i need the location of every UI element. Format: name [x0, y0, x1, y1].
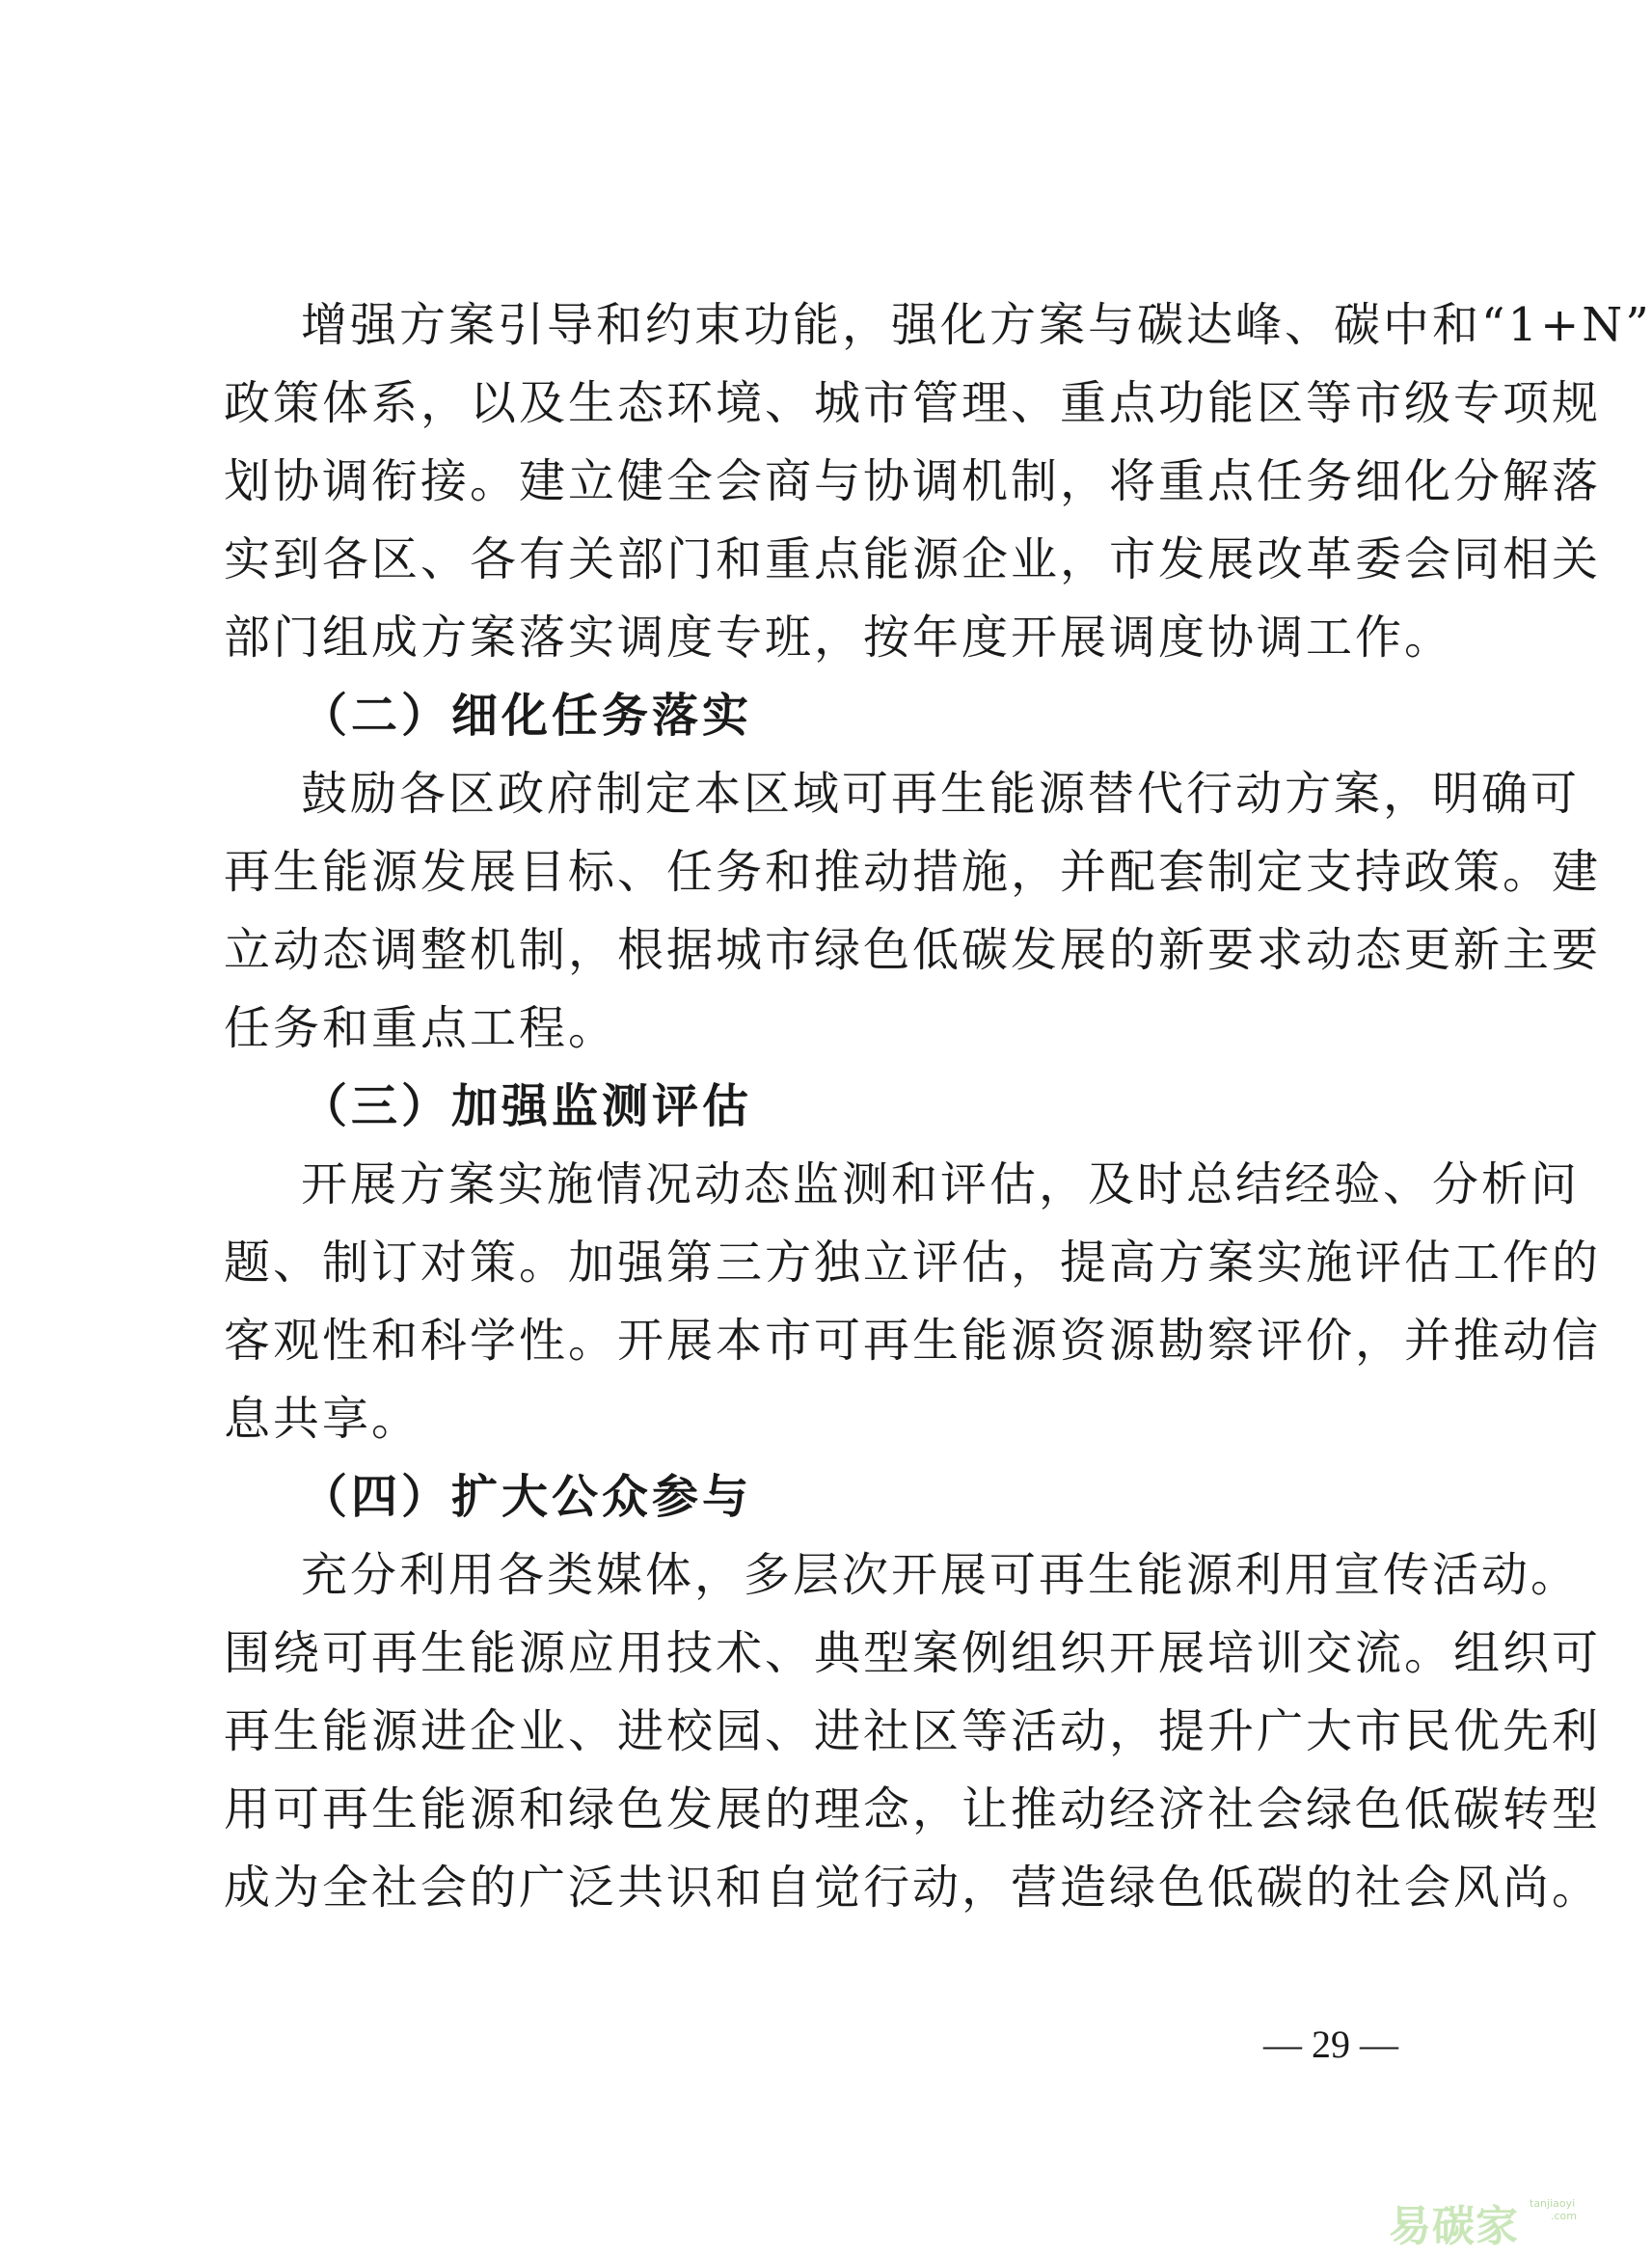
section-heading-3: （三）加强监测评估 [301, 1079, 753, 1133]
watermark-logo [1389, 2188, 1582, 2251]
paragraph-line: 成为全社会的广泛共识和自觉行动，营造绿色低碳的社会风尚。 [224, 1861, 1602, 1915]
watermark-site [1530, 2197, 1577, 2222]
paragraph-line: 增强方案引导和约束功能，强化方案与碳达峰、碳中和“1+N” [301, 298, 1652, 352]
paragraph-line: 题、制订对策。加强第三方独立评估，提高方案实施评估工作的 [224, 1236, 1602, 1290]
watermark-brand: 易碳家 [1389, 2202, 1519, 2251]
section-heading-2: （二）细化任务落实 [301, 689, 753, 743]
paragraph-line: 划协调衔接。建立健全会商与协调机制，将重点任务细化分解落 [224, 454, 1602, 508]
page-number: — 29 — [1263, 2023, 1398, 2066]
watermark-site-line1: tanjiaoyi [1530, 2197, 1576, 2210]
paragraph-line: 任务和重点工程。 [224, 1001, 618, 1055]
watermark-site-line2: .com [1551, 2210, 1577, 2222]
paragraph-line: 息共享。 [224, 1392, 421, 1446]
paragraph-line: 立动态调整机制，根据城市绿色低碳发展的新要求动态更新主要 [224, 923, 1602, 977]
paragraph-line: 充分利用各类媒体，多层次开展可再生能源利用宣传活动。 [301, 1548, 1581, 1602]
paragraph-line: 再生能源发展目标、任务和推动措施，并配套制定支持政策。建 [224, 845, 1602, 899]
paragraph-line: 政策体系，以及生态环境、城市管理、重点功能区等市级专项规 [224, 376, 1602, 430]
paragraph-line: 客观性和科学性。开展本市可再生能源资源勘察评价，并推动信 [224, 1314, 1602, 1368]
paragraph-line: 再生能源进企业、进校园、进社区等活动，提升广大市民优先利 [224, 1704, 1602, 1758]
paragraph-line: 开展方案实施情况动态监测和评估，及时总结经验、分析问 [301, 1157, 1581, 1211]
paragraph-line: 用可再生能源和绿色发展的理念，让推动经济社会绿色低碳转型 [224, 1782, 1602, 1836]
paragraph-line: 围绕可再生能源应用技术、典型案例组织开展培训交流。组织可 [224, 1626, 1602, 1680]
paragraph-line: 鼓励各区政府制定本区域可再生能源替代行动方案，明确可 [301, 767, 1581, 821]
paragraph-line: 实到各区、各有关部门和重点能源企业，市发展改革委会同相关 [224, 532, 1602, 586]
paragraph-line: 部门组成方案落实调度专班，按年度开展调度协调工作。 [224, 611, 1454, 665]
section-heading-4: （四）扩大公众参与 [301, 1470, 753, 1524]
